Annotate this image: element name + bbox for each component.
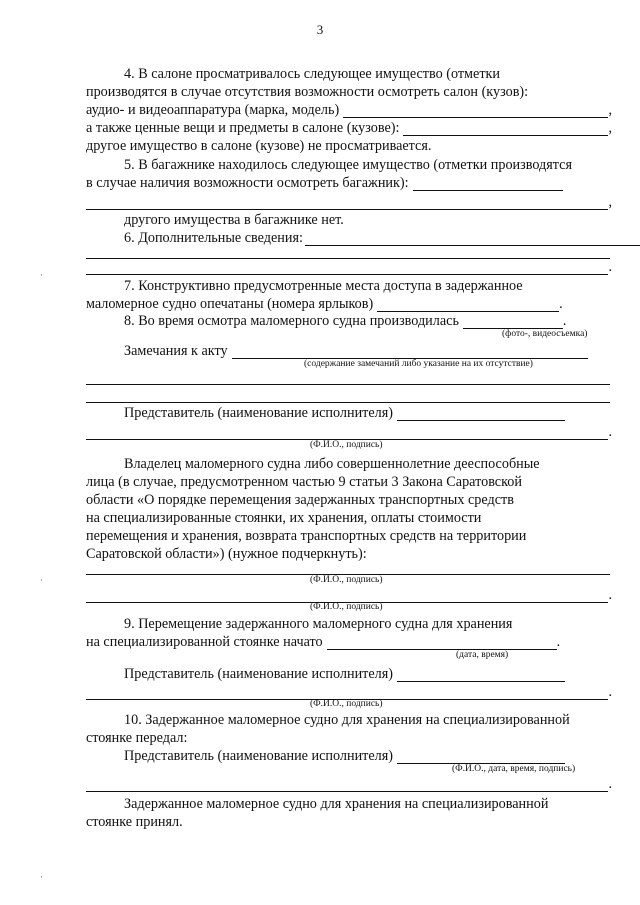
item-8-line-1: [86, 313, 640, 329]
dot: .: [556, 634, 561, 650]
owner-line-2: [86, 474, 612, 490]
remarks-line-2[interactable]: [86, 383, 610, 385]
representative-3-label: Представитель (наименование исполнителя): [124, 748, 394, 764]
item-4-line-4: [86, 120, 612, 136]
comma: ,: [608, 194, 612, 210]
item-9-line-2: [86, 634, 612, 650]
owner-text-5: перемещения и хранения, возврата транспортных средств на территории: [86, 528, 527, 544]
item-4-text-4: а также ценные вещи и предметы в салоне (кузове):: [86, 120, 400, 136]
item-10-text-1: 10. Задержанное маломерное судно для хранения на специализированной: [124, 712, 570, 728]
item-10-line-1: [96, 712, 640, 728]
representative-1-field[interactable]: [397, 408, 565, 421]
item-7-line-1: [86, 278, 640, 294]
representative-1-line-2: [86, 424, 612, 440]
item-5-text-2: в случае наличия возможности осмотреть багажник):: [86, 175, 409, 191]
fio-sign-caption-3: (Ф.И.О., подпись): [310, 602, 383, 612]
representative-3-line: [86, 748, 640, 764]
item-8-text-1: 8. Во время осмотра маломерного судна производилась: [124, 313, 459, 329]
owner-line-4: [86, 510, 612, 526]
owner-line-5: [86, 528, 612, 544]
item-9-text-2: на специализированной стоянке начато: [86, 634, 323, 650]
item-5-text-1: 5. В багажнике находилось следующее имущество (отметки производятся: [124, 157, 572, 173]
item-10-text-2: стоянке передал:: [86, 730, 188, 746]
representative-1-line: [86, 405, 640, 421]
owner-line-3: [86, 492, 612, 508]
item-7-text-1: 7. Конструктивно предусмотренные места доступа в задержанное: [124, 278, 523, 294]
owner-signature-row-2: [86, 587, 612, 603]
photo-video-field[interactable]: [463, 316, 563, 329]
audio-video-field[interactable]: [343, 105, 608, 118]
representative-1-label: Представитель (наименование исполнителя): [124, 405, 394, 421]
acceptance-line-2: [86, 814, 612, 830]
dot: .: [608, 587, 612, 603]
item-10-line-2: [86, 730, 612, 746]
item-9-line-1: [86, 616, 640, 632]
additional-info-field[interactable]: [305, 233, 640, 246]
seal-numbers-field[interactable]: [377, 299, 559, 312]
item-4-text-5: другое имущество в салоне (кузове) не просматривается.: [86, 138, 432, 154]
acceptance-text-2: стоянке принял.: [86, 814, 183, 830]
move-start-field[interactable]: [327, 637, 557, 650]
acceptance-text-1: Задержанное маломерное судно для хранения на специализированной: [124, 796, 549, 812]
item-4-line-2: [86, 84, 612, 100]
acceptance-line-1: [86, 796, 640, 812]
item-7-line-2: [86, 296, 612, 312]
dot: .: [608, 684, 612, 700]
dot: .: [608, 259, 612, 275]
item-6-line-1: [86, 230, 640, 246]
owner-text-3: области «О порядке перемещения задержанных транспортных средств: [86, 492, 514, 508]
representative-2-line: [86, 666, 640, 682]
item-5-line-1: [86, 157, 640, 173]
item-5-line-3: [86, 194, 612, 210]
owner-line-1: [86, 456, 640, 472]
item-4-text-3: аудио- и видеоаппаратура (марка, модель): [86, 102, 340, 118]
item-5-line-4: [86, 212, 640, 228]
trunk-items-field[interactable]: [413, 178, 563, 191]
photo-video-caption: (фото-, видеосъемка): [502, 329, 588, 339]
valuables-field[interactable]: [403, 123, 608, 136]
trunk-items-field-2[interactable]: [86, 197, 608, 210]
remarks-label: Замечания к акту: [124, 343, 228, 359]
item-9-text-1: 9. Перемещение задержанного маломерного судна для хранения: [124, 616, 513, 632]
representative-2-field[interactable]: [397, 669, 565, 682]
dot: .: [608, 424, 612, 440]
item-4-line-1: [86, 66, 640, 82]
additional-info-line-3: [86, 259, 612, 275]
representative-2-line-2: [86, 684, 612, 700]
dot: .: [559, 296, 563, 312]
representative-2-label: Представитель (наименование исполнителя): [124, 666, 394, 682]
additional-info-field-3[interactable]: [86, 262, 608, 275]
remarks-field[interactable]: [232, 346, 588, 359]
owner-line-6: [86, 546, 612, 562]
page-number: 3: [316, 22, 324, 37]
item-4-line-3: [86, 102, 612, 118]
owner-text-4: на специализированные стоянки, их хранения, оплаты стоимости: [86, 510, 482, 526]
comma: ,: [608, 102, 612, 118]
scan-speck: ·: [40, 872, 43, 882]
representative-1-field-2[interactable]: [86, 427, 608, 440]
owner-text-2: лица (в случае, предусмотренном частью 9 статьи 3 Закона Саратовской: [86, 474, 522, 490]
scan-speck: ·: [40, 575, 43, 585]
item-5-line-2: [86, 175, 612, 191]
dot: .: [608, 776, 612, 792]
item-4-text-1: 4. В салоне просматривалось следующее имущество (отметки: [124, 66, 501, 82]
item-5-text-4: другого имущества в багажнике нет.: [124, 212, 344, 228]
owner-text-6: Саратовской области») (нужное подчеркнуть):: [86, 546, 367, 562]
representative-3-field-2[interactable]: [86, 779, 608, 792]
fio-date-time-sign-caption: (Ф.И.О., дата, время, подпись): [452, 764, 576, 774]
item-4-text-2: производятся в случае отсутствия возможности осмотреть салон (кузов):: [86, 84, 529, 100]
representative-3-field[interactable]: [397, 751, 565, 764]
remarks-line: [86, 343, 640, 359]
item-7-text-2: маломерное судно опечатаны (номера ярлыков): [86, 296, 374, 312]
representative-3-line-2: [86, 776, 612, 792]
fio-sign-caption-1: (Ф.И.О., подпись): [310, 440, 383, 450]
dot: .: [562, 313, 567, 329]
item-6-text-1: 6. Дополнительные сведения:: [124, 230, 303, 246]
remarks-line-3[interactable]: [86, 401, 610, 403]
item-4-line-5: [86, 138, 612, 154]
owner-text-1: Владелец маломерного судна либо совершеннолетние дееспособные: [124, 456, 540, 472]
scan-speck: ·: [40, 270, 43, 280]
comma: ,: [608, 120, 612, 136]
fio-sign-caption-2: (Ф.И.О., подпись): [310, 575, 383, 585]
date-time-caption-1: (дата, время): [456, 650, 509, 660]
remarks-caption: (содержание замечаний либо указание на их отсутствие): [304, 359, 533, 369]
fio-sign-caption-4: (Ф.И.О., подпись): [310, 699, 383, 709]
